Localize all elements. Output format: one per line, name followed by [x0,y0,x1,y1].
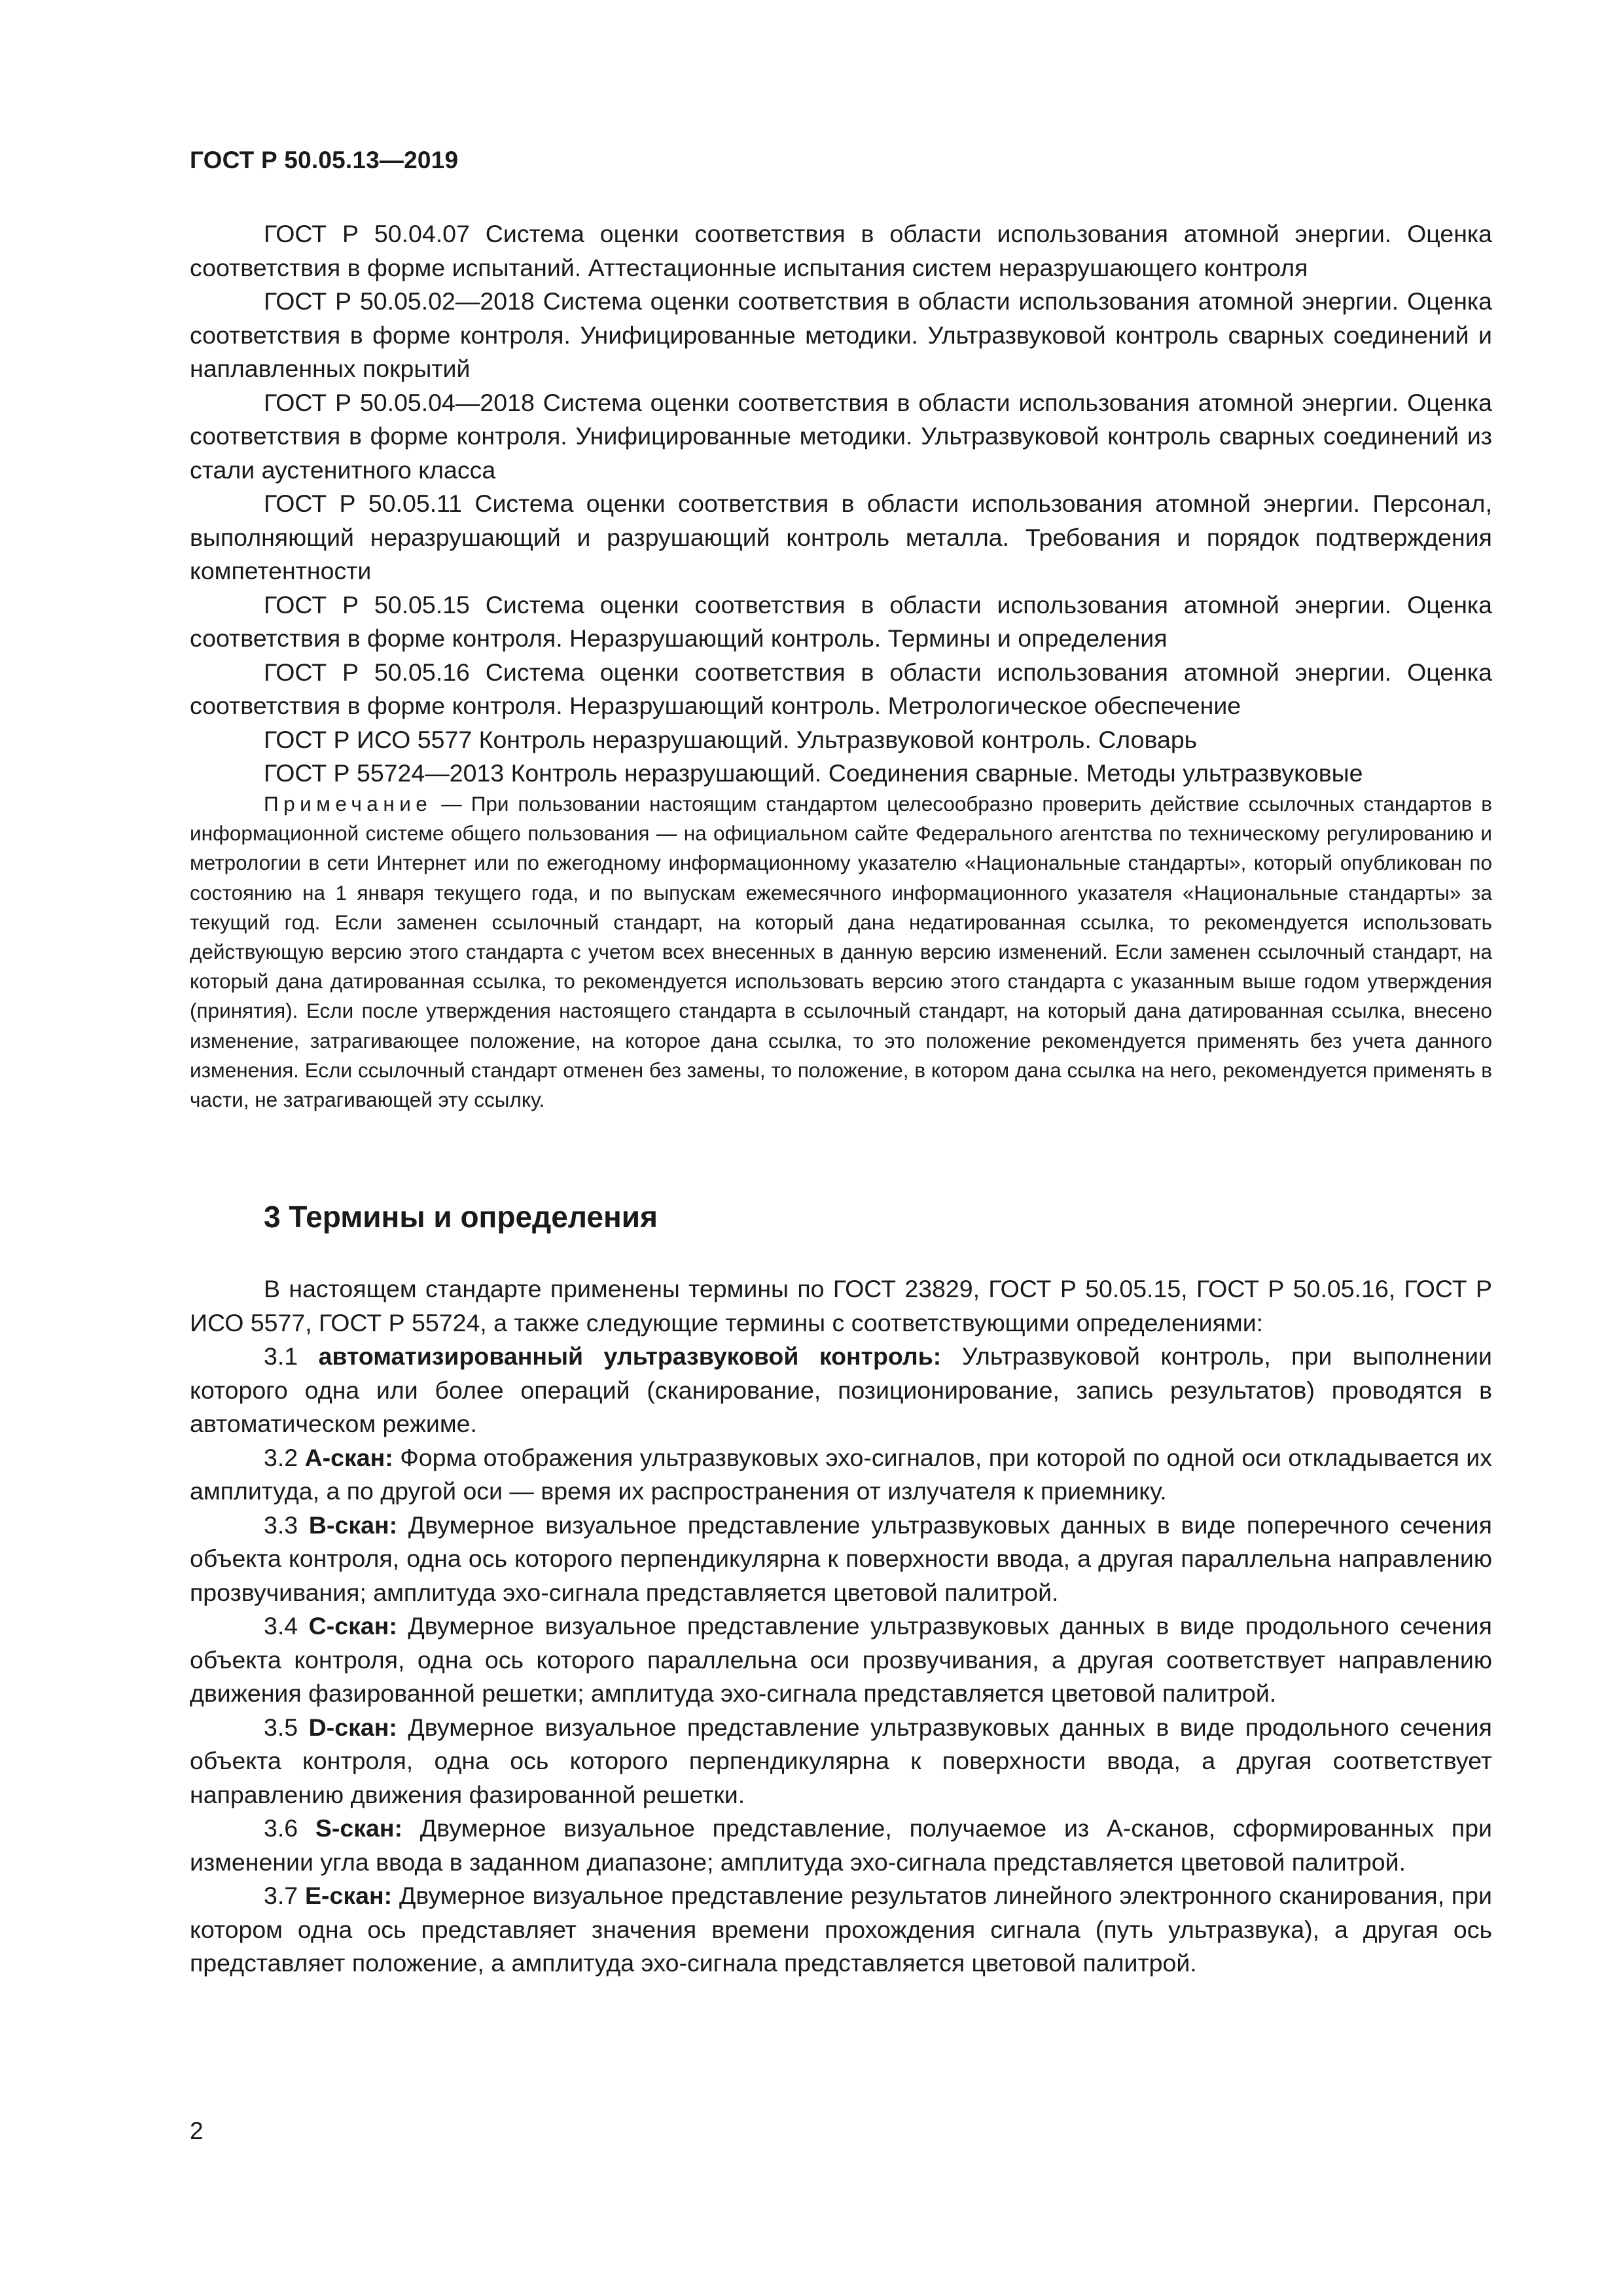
term-number: 3.2 [264,1443,305,1471]
term-definition: Форма отображения ультразвуковых эхо-сигналов, при которой по одной оси откладывается их амплитуда, а по другой оси — время их распространения от излучателя к приемнику. [190,1443,1492,1505]
terms-intro: В настоящем стандарте применены термины по ГОСТ 23829, ГОСТ Р 50.05.15, ГОСТ Р 50.05.16, ГОСТ Р ИСО 5577, ГОСТ Р 55724, а также следующие термины с соответствующими определениями: [190,1275,1492,1336]
reference-item: ГОСТ Р 50.05.04—2018 Система оценки соответствия в области использования атомной энергии. Оценка соответствия в форме контроля. Унифицированные методики. Ультразвуковой контроль сварных соединений из стали аустенитного класса [190,388,1492,484]
term-number: 3.1 [264,1342,319,1370]
term-number: 3.3 [264,1511,309,1539]
term-entry [190,1609,1492,1711]
normative-references-list [190,217,1492,791]
term-entry [190,1340,1492,1441]
term-name: А-скан: [304,1443,393,1471]
term-name: Е-скан: [305,1882,393,1909]
reference-item: ГОСТ Р 50.05.15 Система оценки соответствия в области использования атомной энергии. Оценка соответствия в форме контроля. Неразрушающий контроль. Термины и определения [190,590,1492,652]
term-number: 3.6 [264,1814,315,1842]
term-name: S-скан: [315,1814,403,1842]
reference-item: ГОСТ Р 50.05.11 Система оценки соответствия в области использования атомной энергии. Персонал, выполняющий неразрушающий и разрушающий контроль металла. Требования и порядок подтверждения компетентности [190,490,1492,584]
reference-item: ГОСТ Р 50.05.02—2018 Система оценки соответствия в области использования атомной энергии. Оценка соответствия в форме контроля. Унифицированные методики. Ультразвуковой контроль сварных соединений и наплавленных покрытий [190,287,1492,382]
term-entry [190,1812,1492,1879]
term-entry [190,1441,1492,1509]
section-title: 3 Термины и определения [264,1200,658,1234]
term-entry [190,1711,1492,1812]
term-entry [190,1879,1492,1981]
terms-list [190,1272,1492,1981]
term-entry [190,1509,1492,1610]
term-name: С-скан: [308,1612,397,1640]
reference-item: ГОСТ Р 50.05.16 Система оценки соответствия в области использования атомной энергии. Оценка соответствия в форме контроля. Неразрушающий контроль. Метрологическое обеспечение [190,658,1492,719]
term-definition: Двумерное визуальное представление ультразвуковых данных в виде поперечного сечения объекта контроля, одна ось которого перпендикулярна к поверхности ввода, а другая параллельна направлению прозвучивания; амплитуда эхо-сигнала представляется цветовой палитрой. [190,1511,1492,1606]
term-name: В-скан: [308,1511,398,1539]
document-code-header: ГОСТ Р 50.05.13—2019 [190,147,459,173]
term-name: D-скан: [308,1713,397,1741]
note-label: Примечание [264,792,433,816]
term-number: 3.7 [264,1882,305,1909]
page-number: 2 [190,2117,204,2144]
note-text: — При пользовании настоящим стандартом целесообразно проверить действие ссылочных стандартов в информационной системе общего пользования — на официальном сайте Федерального агентства по техническому регулированию и метрологии в сети Интернет или по ежегодному информационному указателю «Национальные стандарты», который опубликован по состоянию на 1 января текущего года, и по выпускам ежемесячного информационного указателя «Национальные стандарты» за текущий год. Если заменен ссылочный стандарт, на который дана недатированная ссылка, то рекомендуется использовать действующую версию этого стандарта с учетом всех внесенных в данную версию изменений. Если заменен ссылочный стандарт, на который дана датированная ссылка, то рекомендуется использовать версию этого стандарта с указанным выше годом утверждения (принятия). Если после утверждения настоящего стандарта в ссылочный стандарт, на который дана датированная ссылка, внесено изменение, затрагивающее положение, на которое дана ссылка, то это положение рекомендуется применять без учета данного изменения. Если ссылочный стандарт отменен без замены, то положение, в котором дана ссылка на него, рекомендуется применять в части, не затрагивающей эту ссылку. [190,792,1492,1112]
reference-item: ГОСТ Р 50.04.07 Система оценки соответствия в области использования атомной энергии. Оценка соответствия в форме испытаний. Аттестационные испытания систем неразрушающего контроля [190,220,1492,281]
term-definition: Двумерное визуальное представление ультразвуковых данных в виде продольного сечения объекта контроля, одна ось которого перпендикулярна к поверхности ввода, а другая соответствует направлению движения фазированной решетки. [190,1713,1492,1808]
term-definition: Двумерное визуальное представление результатов линейного электронного сканирования, при котором одна ось представляет значения времени прохождения сигнала (путь ультразвука), а другая ось представляет положение, а амплитуда эхо-сигнала представляется цветовой палитрой. [190,1882,1492,1977]
reference-item: ГОСТ Р 55724—2013 Контроль неразрушающий. Соединения сварные. Методы ультразвуковые [264,759,1363,787]
term-definition: Двумерное визуальное представление ультразвуковых данных в виде продольного сечения объекта контроля, одна ось которого параллельна оси прозвучивания, а другая соответствует направлению движения фазированной решетки; амплитуда эхо-сигнала представляется цветовой палитрой. [190,1612,1492,1707]
term-definition: Двумерное визуальное представление, получаемое из А-сканов, сформированных при изменении угла ввода в заданном диапазоне; амплитуда эхо-сигнала представляется цветовой палитрой. [190,1814,1492,1876]
term-definition: Ультразвуковой контроль, при выполнении которого одна или более операций (сканирование, позиционирование, запись результатов) проводятся в автоматическом режиме. [190,1342,1492,1437]
term-number: 3.5 [264,1713,309,1741]
reference-item: ГОСТ Р ИСО 5577 Контроль неразрушающий. Ультразвуковой контроль. Словарь [264,725,1198,753]
term-number: 3.4 [264,1612,309,1640]
references-note [190,789,1492,1115]
term-name: автоматизированный ультразвуковой контроль: [318,1342,942,1370]
note-paragraph [190,789,1492,1115]
